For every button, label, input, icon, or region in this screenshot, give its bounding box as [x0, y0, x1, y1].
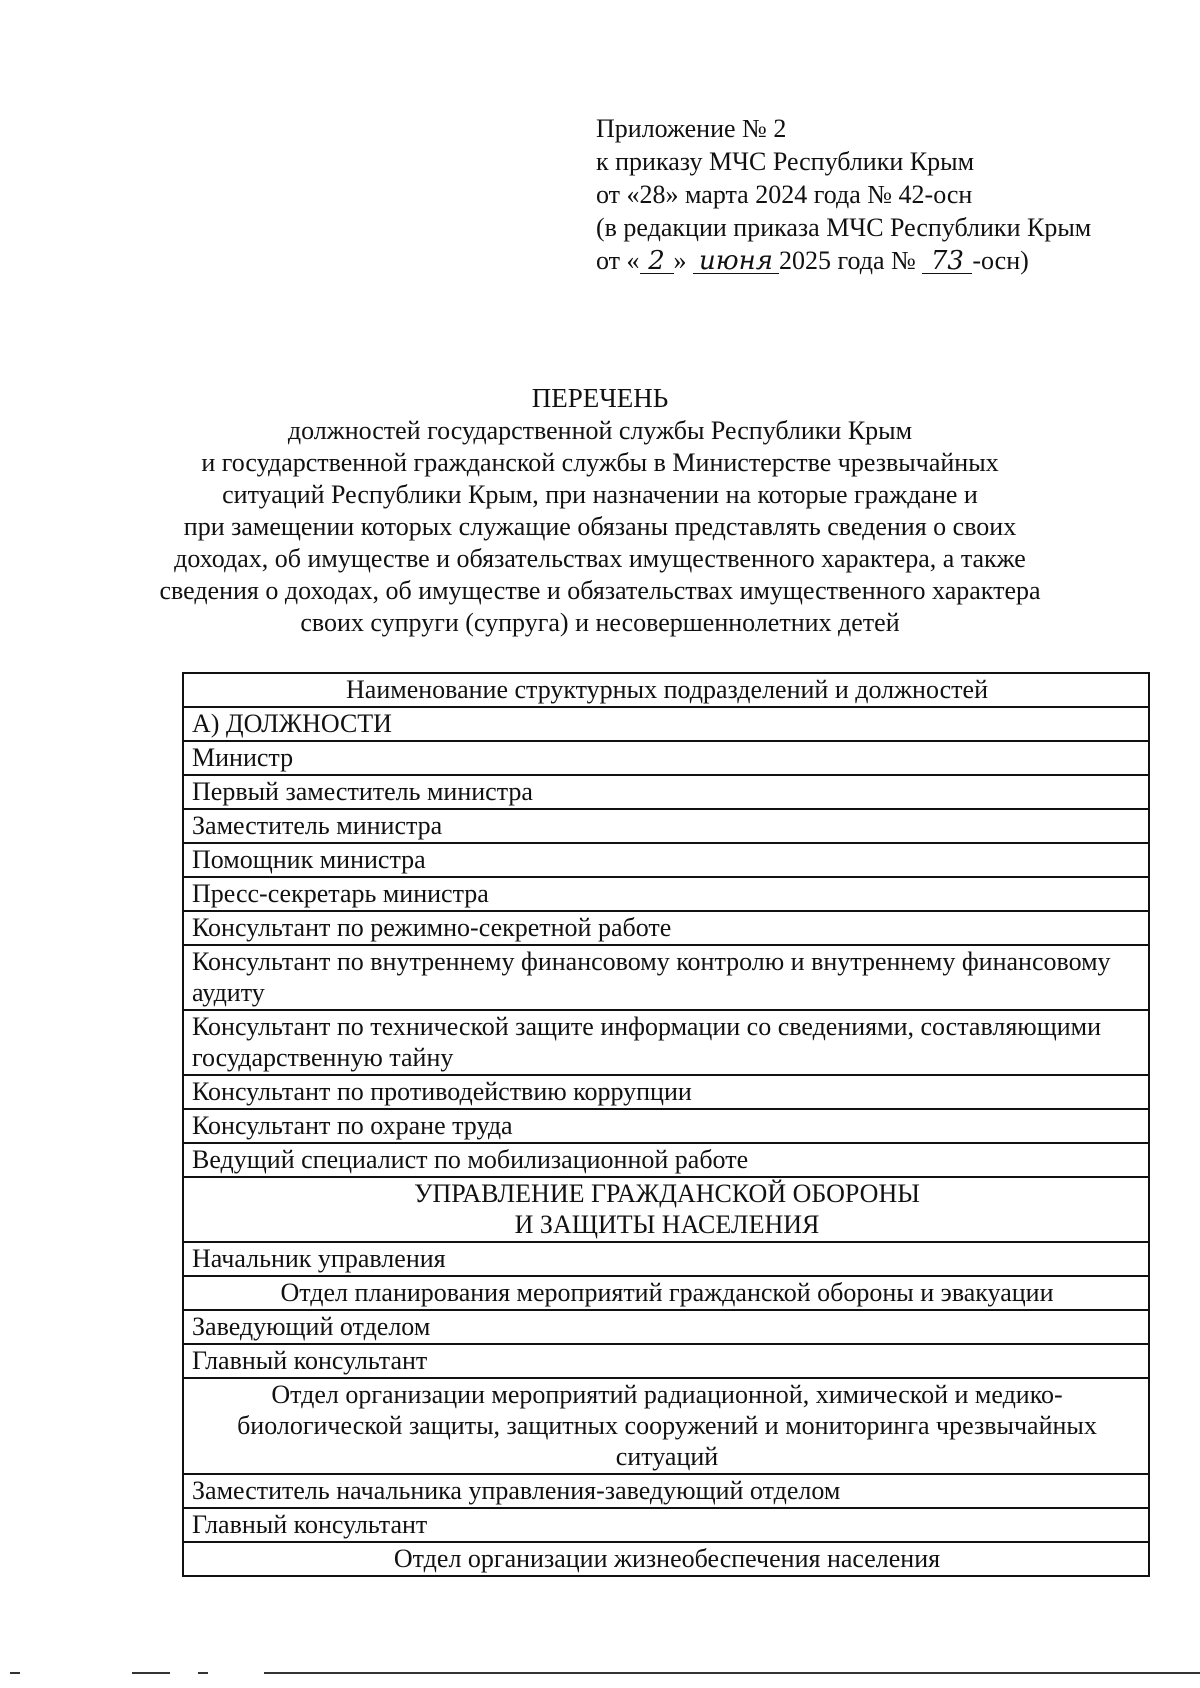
- title-heading: ПЕРЕЧЕНЬ: [531, 383, 669, 413]
- title-line: и государственной гражданской службы в Министерстве чрезвычайных: [201, 448, 999, 477]
- position-cell: Заместитель начальника управления-заведующий отделом: [183, 1474, 1149, 1508]
- position-cell: Помощник министра: [183, 843, 1149, 877]
- division-heading: Отдел планирования мероприятий гражданской обороны и эвакуации: [183, 1276, 1149, 1310]
- position-cell: Консультант по технической защите информации со сведениями, составляющими государственную тайну: [183, 1010, 1149, 1075]
- positions-table: [182, 672, 1150, 1577]
- appendix-header: [596, 112, 1091, 277]
- table-row: [183, 809, 1149, 843]
- position-cell: Министр: [183, 741, 1149, 775]
- handwritten-month: июня: [693, 249, 779, 274]
- table-row: [183, 843, 1149, 877]
- position-cell: Первый заместитель министра: [183, 775, 1149, 809]
- table-row: [183, 1378, 1149, 1474]
- title-line: при замещении которых служащие обязаны представлять сведения о своих: [183, 512, 1017, 541]
- scan-mark: [10, 1672, 20, 1674]
- position-cell: Пресс-секретарь министра: [183, 877, 1149, 911]
- division-heading: Отдел организации жизнеобеспечения населения: [183, 1542, 1149, 1576]
- appendix-revision: (в редакции приказа МЧС Республики Крым: [596, 213, 1092, 242]
- table-row: [183, 1310, 1149, 1344]
- table-row: [183, 1010, 1149, 1075]
- appendix-revision-date: от « 2 » июня 2025 года № 73 -осн): [596, 246, 1029, 276]
- table-row: [183, 1109, 1149, 1143]
- title-line: доходах, об имуществе и обязательствах имущественного характера, а также: [174, 544, 1026, 573]
- table-row: [183, 1344, 1149, 1378]
- scan-mark: [264, 1672, 1200, 1674]
- department-heading: УПРАВЛЕНИЕ ГРАЖДАНСКОЙ ОБОРОНЫ И ЗАЩИТЫ НАСЕЛЕНИЯ: [183, 1177, 1149, 1242]
- position-cell: Консультант по режимно-секретной работе: [183, 911, 1149, 945]
- table-row: [183, 1474, 1149, 1508]
- division-heading: Отдел организации мероприятий радиационной, химической и медико-биологической защиты, защитных сооружений и мониторинга чрезвычайных ситуаций: [183, 1378, 1149, 1474]
- table-row: [183, 707, 1149, 741]
- appendix-order-ref: к приказу МЧС Республики Крым: [596, 147, 975, 176]
- table-row: [183, 1143, 1149, 1177]
- title-line: должностей государственной службы Республики Крым: [287, 416, 913, 445]
- position-cell: Консультант по противодействию коррупции: [183, 1075, 1149, 1109]
- position-cell: Начальник управления: [183, 1242, 1149, 1276]
- table-row: [183, 1075, 1149, 1109]
- scan-edge-marks: [0, 1672, 1200, 1678]
- scan-mark: [132, 1672, 170, 1674]
- appendix-order-date: от «28» марта 2024 года № 42-осн: [596, 180, 973, 209]
- table-row: [183, 741, 1149, 775]
- section-heading: А) ДОЛЖНОСТИ: [183, 707, 1149, 741]
- title-line: своих супруги (супруга) и несовершеннолетних детей: [300, 608, 900, 637]
- table-row: [183, 1242, 1149, 1276]
- scan-mark: [198, 1672, 208, 1674]
- handwritten-number: 73: [922, 249, 972, 274]
- table-row: [183, 1508, 1149, 1542]
- table-row: [183, 911, 1149, 945]
- position-cell: Заместитель министра: [183, 809, 1149, 843]
- table-row: [183, 1177, 1149, 1242]
- appendix-number: Приложение № 2: [596, 114, 787, 143]
- position-cell: Заведующий отделом: [183, 1310, 1149, 1344]
- table-row: [183, 877, 1149, 911]
- position-cell: Главный консультант: [183, 1344, 1149, 1378]
- document-title: [150, 381, 1050, 639]
- table-header-row: [183, 673, 1149, 707]
- position-cell: Ведущий специалист по мобилизационной работе: [183, 1143, 1149, 1177]
- table-header-cell: Наименование структурных подразделений и должностей: [183, 673, 1149, 707]
- position-cell: Консультант по охране труда: [183, 1109, 1149, 1143]
- table-row: [183, 775, 1149, 809]
- handwritten-day: 2: [640, 249, 674, 274]
- table-row: [183, 1542, 1149, 1576]
- position-cell: Консультант по внутреннему финансовому контролю и внутреннему финансовому аудиту: [183, 945, 1149, 1010]
- table-row: [183, 1276, 1149, 1310]
- position-cell: Главный консультант: [183, 1508, 1149, 1542]
- title-line: ситуаций Республики Крым, при назначении на которые граждане и: [222, 480, 978, 509]
- table-row: [183, 945, 1149, 1010]
- title-line: сведения о доходах, об имуществе и обязательствах имущественного характера: [159, 576, 1041, 605]
